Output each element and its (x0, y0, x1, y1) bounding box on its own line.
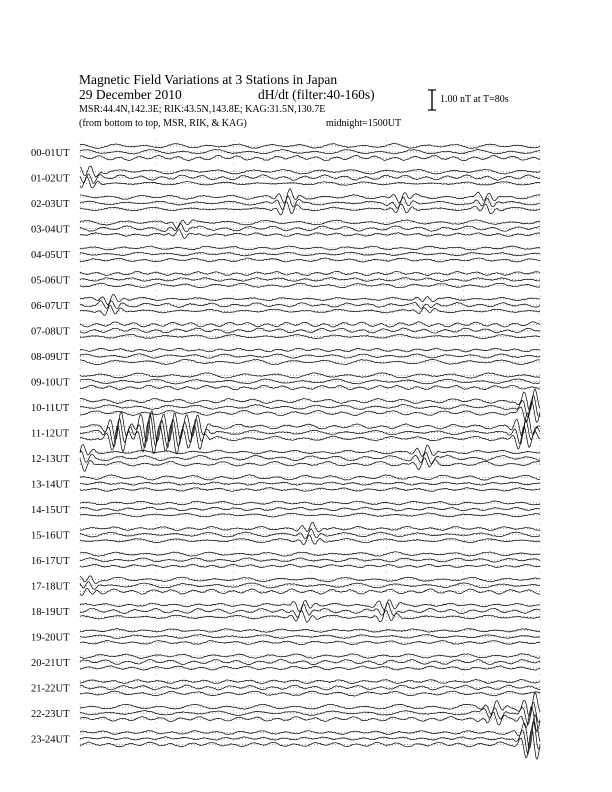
row-label-18-19UT: 18-19UT (31, 607, 70, 618)
row-label-04-05UT: 04-05UT (31, 250, 70, 261)
row-label-13-14UT: 13-14UT (31, 479, 70, 491)
row-label-08-09UT: 08-09UT (31, 352, 70, 363)
station-coordinates: MSR:44.4N,142.3E; RIK:43.5N,143.8E; KAG:31.5N,130.7E (79, 104, 326, 115)
trace-06-07UT-RIK (80, 301, 540, 309)
midnight-note: midnight=1500UT (326, 118, 402, 129)
trace-17-18UT-MSR (80, 588, 540, 595)
trace-11-12UT-RIK (80, 414, 540, 447)
row-label-17-18UT: 17-18UT (31, 581, 70, 593)
row-label-22-23UT: 22-23UT (31, 709, 70, 720)
row-label-11-12UT: 11-12UT (31, 428, 70, 440)
trace-06-07UT-KAG (80, 294, 540, 304)
row-label-02-03UT: 02-03UT (31, 199, 70, 210)
trace-04-05UT-RIK (80, 252, 540, 256)
row-label-03-04UT: 03-04UT (31, 224, 70, 236)
trace-order-note: (from bottom to top, MSR, RIK, & KAG) (79, 118, 247, 129)
chart-title: Magnetic Field Variations at 3 Stations in Japan (79, 72, 338, 87)
row-label-19-20UT: 19-20UT (31, 632, 70, 644)
trace-21-22UT-KAG (80, 679, 540, 683)
trace-23-24UT-KAG (80, 714, 540, 747)
trace-21-22UT-RIK (80, 685, 540, 690)
row-label-09-10UT: 09-10UT (31, 377, 70, 389)
chart-date: 29 December 2010 (79, 87, 182, 102)
trace-05-06UT-MSR (80, 283, 540, 288)
trace-02-03UT-RIK (80, 196, 540, 210)
row-label-05-06UT: 05-06UT (31, 275, 70, 287)
row-label-01-02UT: 01-02UT (31, 173, 70, 185)
trace-17-18UT-KAG (80, 576, 540, 583)
row-label-10-11UT: 10-11UT (31, 403, 70, 414)
row-label-14-15UT: 14-15UT (31, 505, 70, 516)
trace-23-24UT-RIK (80, 722, 540, 754)
trace-06-07UT-MSR (80, 306, 540, 316)
trace-00-01UT-RIK (80, 149, 540, 154)
row-label-07-08UT: 07-08UT (31, 326, 70, 338)
trace-01-02UT-RIK (80, 174, 540, 183)
row-label-06-07UT: 06-07UT (31, 301, 70, 312)
trace-14-15UT-KAG (80, 501, 540, 505)
row-label-15-16UT: 15-16UT (31, 530, 70, 542)
trace-05-06UT-KAG (80, 271, 540, 275)
row-label-23-24UT: 23-24UT (31, 734, 70, 746)
row-label-20-21UT: 20-21UT (31, 658, 70, 669)
scale-label: 1.00 nT at T=80s (440, 94, 509, 105)
row-label-21-22UT: 21-22UT (31, 683, 70, 695)
trace-09-10UT-KAG (80, 373, 540, 379)
trace-22-23UT-RIK (80, 702, 540, 724)
trace-14-15UT-MSR (80, 513, 540, 517)
row-label-00-01UT: 00-01UT (31, 148, 70, 159)
quantity-label: dH/dt (filter:40-160s) (258, 87, 375, 102)
trace-19-20UT-KAG (80, 629, 540, 633)
row-label-16-17UT: 16-17UT (31, 556, 70, 567)
row-label-12-13UT: 12-13UT (31, 454, 70, 465)
